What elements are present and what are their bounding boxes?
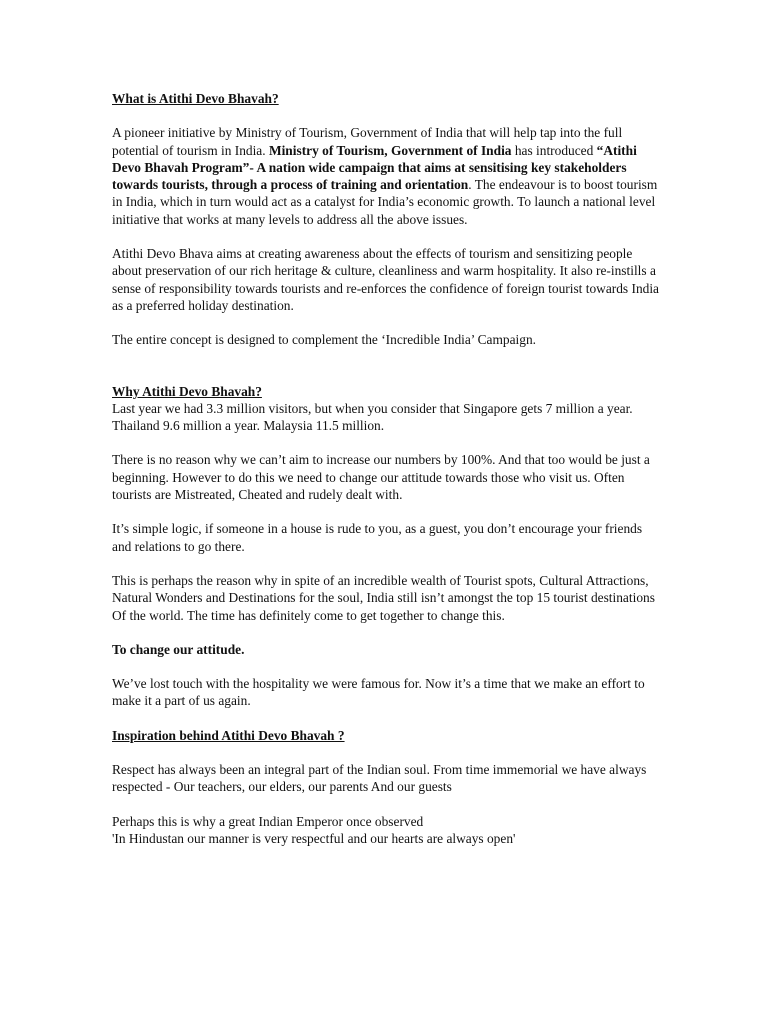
document-page	[112, 90, 660, 847]
intro-text-e: . The endeavour is to boost tourism in India, which in turn would act as a catalyst for India’s economic growth. To launch a national level initiative that works at many levels to address all the above issues.	[112, 177, 658, 227]
intro-text-a: A pioneer initiative by Ministry of Tourism, Government of India that will help tap into the full potential of tourism in India.	[112, 125, 623, 158]
paragraph-intro	[112, 124, 660, 228]
section-heading-attitude: To change our attitude.	[112, 641, 245, 657]
paragraph-respect: Respect has always been an integral part of the Indian soul. From time immemorial we have always respected - Our teachers, our elders, our parents And our guests	[112, 762, 647, 795]
section-heading-why: Why Atithi Devo Bhavah?	[112, 383, 262, 399]
section-heading-inspiration: Inspiration behind Atithi Devo Bhavah ?	[112, 727, 345, 743]
paragraph-visitors: Last year we had 3.3 million visitors, but when you consider that Singapore gets 7 million a year. Thailand 9.6 million a year. Malaysia 11.5 million.	[112, 400, 633, 434]
paragraph-hospitality: We’ve lost touch with the hospitality we were famous for. Now it’s a time that we make an effort to make it a part of us again.	[112, 676, 645, 709]
paragraph-increase: There is no reason why we can’t aim to increase our numbers by 100%. And that too would be just a beginning. However to do this we need to change our attitude towards those who visit us. Often tourists are Mistreated, Cheated and rudely dealt with.	[112, 452, 650, 503]
paragraph-concept: The entire concept is designed to complement the ‘Incredible India’ Campaign.	[112, 332, 537, 348]
intro-text-ministry: Ministry of Tourism, Government of India	[268, 142, 512, 158]
paragraph-reason: This is perhaps the reason why in spite of an incredible wealth of Tourist spots, Cultural Attractions, Natural Wonders and Destinations for the soul, India still isn’t amongst the top 15 tourist destinations Of the world. The time has definitely come to get together to change this.	[112, 572, 655, 623]
intro-text-program: “Atithi Devo Bhavah Program”- A nation wide campaign that aims at sensitising key stakeholders towards tourists, through a process of training and orientation	[112, 142, 637, 193]
paragraph-awareness: Atithi Devo Bhava aims at creating awareness about the effects of tourism and sensitizing people about preservation of our rich heritage & culture, cleanliness and warm hospitality. It also re-instills a sense of responsibility towards tourists and re-enforces the confidence of foreign tourist towards India as a preferred holiday destination.	[112, 246, 660, 313]
intro-text-c: has introduced	[511, 142, 597, 158]
paragraph-logic: It’s simple logic, if someone in a house is rude to you, as a guest, you don’t encourage your friends and relations to go there.	[112, 521, 643, 554]
paragraph-emperor-line: Perhaps this is why a great Indian Emperor once observed	[112, 813, 424, 829]
section-heading-what-is: What is Atithi Devo Bhavah?	[112, 91, 279, 106]
paragraph-emperor-quote: 'In Hindustan our manner is very respectful and our hearts are always open'	[112, 830, 516, 846]
